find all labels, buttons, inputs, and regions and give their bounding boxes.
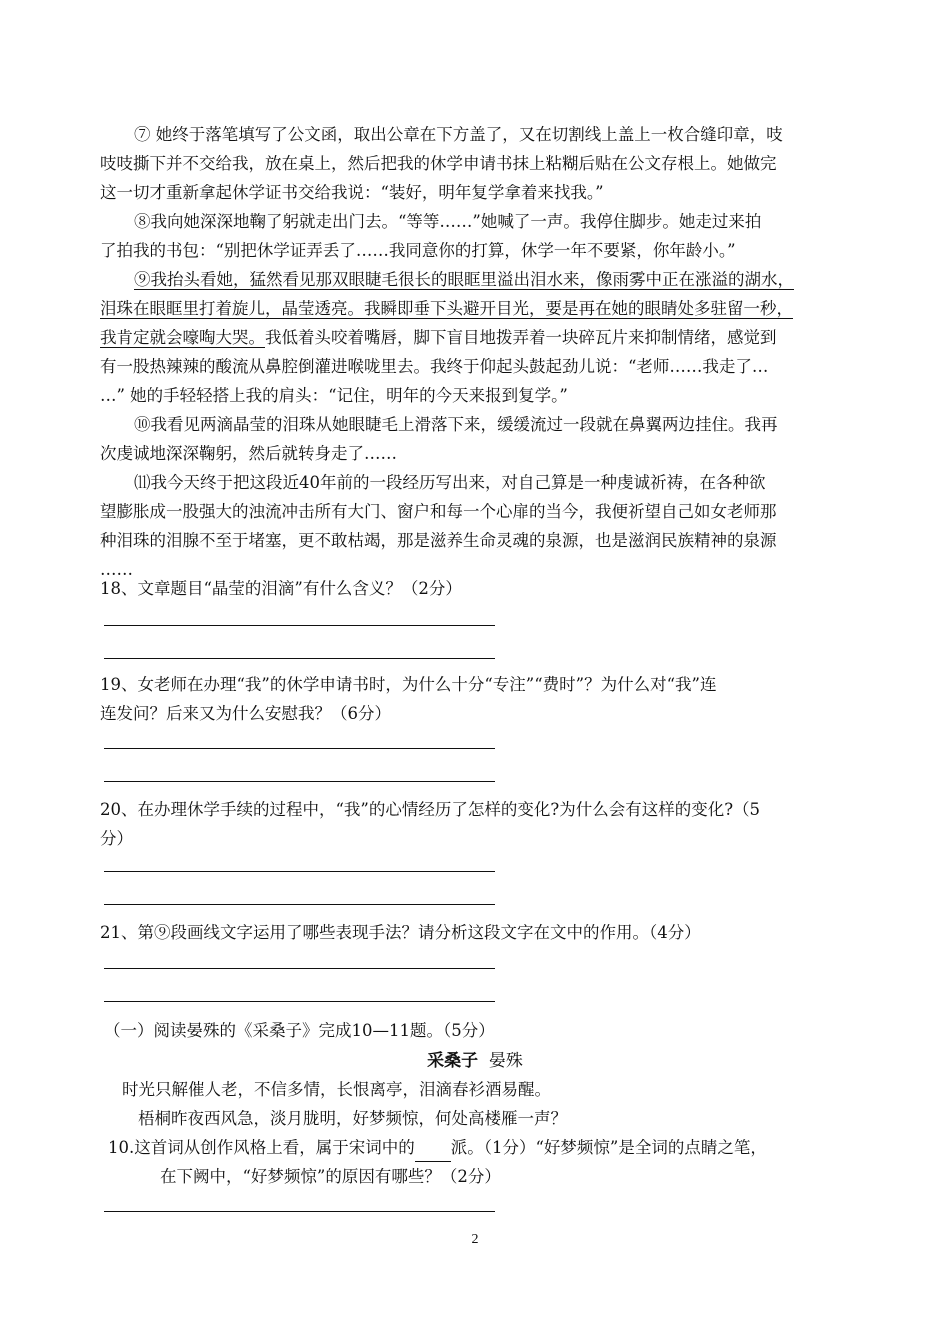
answer-line[interactable] [104, 625, 495, 626]
answer-line[interactable] [104, 1001, 495, 1002]
question-18: 18、文章题目“晶莹的泪滴”有什么含义？（2分） [100, 579, 462, 598]
poem-line-2: 梧桐昨夜西风急，淡月胧明，好梦频惊，何处高楼雁一声？ [138, 1109, 567, 1128]
paragraph-8 [100, 207, 870, 265]
question-10-part-a: 10.这首词从创作风格上看，属于宋词中的 [108, 1138, 415, 1157]
underlined-line: 我肯定就会嚎啕大哭。 [100, 328, 265, 347]
question-21: 21、第⑨段画线文字运用了哪些表现手法？请分析这段文字在文中的作用。（4分） [100, 923, 701, 942]
paragraph-9 [100, 265, 870, 410]
text-line: 吱吱撕下并不交给我，放在桌上，然后把我的休学申请书抹上粘糊后贴在公文存根上。她做完 [100, 154, 777, 173]
text-line: 这一切才重新拿起休学证书交给我说：“装好，明年复学拿着来找我。” [100, 183, 604, 202]
poem-title: 采桑子 [427, 1051, 479, 1071]
underlined-line: 泪珠在眼眶里打着旋儿，晶莹透亮。我瞬即垂下头避开目光，要是再在她的眼睛处多驻留一秒， [100, 299, 793, 318]
answer-line[interactable] [104, 781, 495, 782]
underlined-line: ⑨我抬头看她，猛然看见那双眼睫毛很长的眼眶里溢出泪水来，像雨雾中正在涨溢的湖水， [134, 270, 794, 289]
paragraph-7 [100, 120, 870, 207]
text-line: …… [100, 560, 133, 579]
question-10 [108, 1133, 883, 1162]
poem-line-1: 时光只解催人老，不信多情，长恨离亭，泪滴春衫酒易醒。 [122, 1080, 551, 1099]
text-line: ⑦ 她终于落笔填写了公文函，取出公章在下方盖了，又在切割线上盖上一枚合缝印章，吱 [134, 125, 783, 144]
question-line: 19、女老师在办理“我”的休学申请书时，为什么十分“专注”“费时”？为什么对“我”连 [100, 675, 717, 694]
answer-line[interactable] [104, 748, 495, 749]
question-10-continued: 在下阙中，“好梦频惊”的原因有哪些？（2分） [160, 1167, 501, 1186]
answer-line[interactable] [104, 871, 495, 872]
answer-line[interactable] [104, 968, 495, 969]
poem-title-line [0, 1046, 950, 1071]
text-line: …” 她的手轻轻搭上我的肩头：“记住，明年的今天来报到复学。” [100, 386, 568, 405]
question-19 [100, 670, 875, 728]
text-line: ⑧我向她深深地鞠了躬就走出门去。“等等……”她喊了一声。我停住脚步。她走过来拍 [134, 212, 762, 231]
text-line: 次虔诚地深深鞠躬，然后就转身走了…… [100, 444, 397, 463]
answer-line[interactable] [104, 904, 495, 905]
text-line: 我低着头咬着嘴唇，脚下盲目地拨弄着一块碎瓦片来抑制情绪，感觉到 [265, 328, 777, 347]
text-line: 望膨胀成一股强大的浊流冲击所有大门、窗户和每一个心扉的当今，我便祈望自己如女老师那 [100, 502, 777, 521]
text-line: 种泪珠的泪腺不至于堵塞，更不敢枯竭，那是滋养生命灵魂的泉源，也是滋润民族精神的泉源 [100, 531, 777, 550]
answer-line[interactable] [104, 1211, 495, 1212]
fill-blank[interactable] [415, 1143, 451, 1162]
poem-section-heading: （一）阅读晏殊的《采桑子》完成10—11题。（5分） [104, 1021, 495, 1040]
paragraph-10 [100, 410, 870, 468]
text-line: 了拍我的书包：“别把休学证弄丢了……我同意你的打算，休学一年不要紧，你年龄小。” [100, 241, 736, 260]
answer-line[interactable] [104, 658, 495, 659]
question-line: 20、在办理休学手续的过程中，“我”的心情经历了怎样的变化?为什么会有这样的变化?（5 [100, 800, 761, 819]
question-20 [100, 795, 875, 853]
text-line: 有一股热辣辣的酸流从鼻腔倒灌进喉咙里去。我终于仰起头鼓起劲儿说：“老师……我走了… [100, 357, 769, 376]
paragraph-11 [100, 468, 870, 584]
poet-name: 晏殊 [488, 1051, 523, 1071]
page-number: 2 [471, 1232, 479, 1247]
question-10-part-b: 派。（1分）“好梦频惊”是全词的点睛之笔， [450, 1138, 767, 1157]
question-line: 分） [100, 829, 133, 848]
text-line: ⑩我看见两滴晶莹的泪珠从她眼睫毛上滑落下来，缓缓流过一段就在鼻翼两边挂住。我再 [134, 415, 778, 434]
question-line: 连发问？后来又为什么安慰我？（6分） [100, 704, 391, 723]
text-line: ⑾我今天终于把这段近40年前的一段经历写出来，对自己算是一种虔诚祈祷，在各种欲 [134, 473, 766, 492]
